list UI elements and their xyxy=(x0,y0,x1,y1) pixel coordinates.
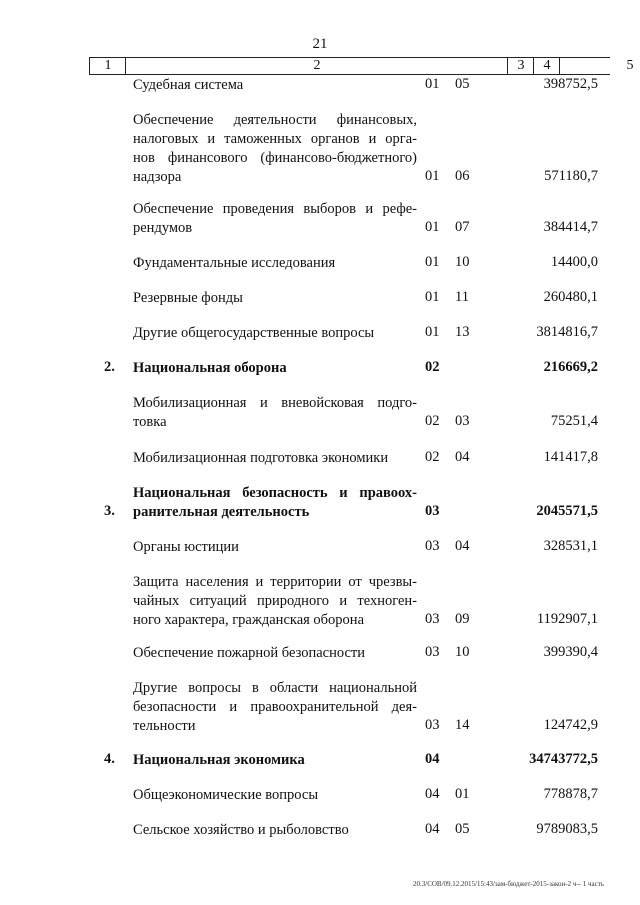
section-code: 04 xyxy=(425,751,440,767)
subsection-code: 04 xyxy=(455,538,470,554)
amount-value: 75251,4 xyxy=(550,413,598,429)
row-name xyxy=(133,573,417,630)
row-name-line: Сельское хозяйство и рыболовство xyxy=(133,822,349,838)
section-code: 01 xyxy=(425,289,440,305)
row-name-line: Фундаментальные исследования xyxy=(133,255,336,271)
row-name-line: Обеспечение деятельности финансовых, xyxy=(133,112,417,128)
row-name-line: Мобилизационная и вневойсковая подго- xyxy=(133,395,417,411)
row-name-line: рендумов xyxy=(133,220,193,236)
subsection-code: 03 xyxy=(455,413,470,429)
amount-value: 384414,7 xyxy=(543,219,598,235)
row-name xyxy=(133,679,417,736)
row-name xyxy=(133,751,417,770)
amount-value: 328531,1 xyxy=(543,538,598,554)
amount-value: 216669,2 xyxy=(543,359,598,375)
row-name-line: Национальная безопасность и правоох- xyxy=(133,485,417,501)
header-col-1: 1 xyxy=(89,58,126,74)
subsection-code: 10 xyxy=(455,254,470,270)
section-number: 2. xyxy=(104,359,115,375)
row-name-line: безопасности и правоохранительной дея- xyxy=(133,699,417,715)
amount-value: 778878,7 xyxy=(543,786,598,802)
subsection-code: 14 xyxy=(455,717,470,733)
row-name-line: налоговых и таможенных органов и орга- xyxy=(133,131,417,147)
row-name-line: Другие общегосударственные вопросы xyxy=(133,325,375,341)
row-name-line: Резервные фонды xyxy=(133,290,243,306)
amount-value: 14400,0 xyxy=(550,254,598,270)
section-number: 3. xyxy=(104,503,115,519)
section-code: 03 xyxy=(425,538,440,554)
page-number: 21 xyxy=(312,36,328,52)
section-code: 03 xyxy=(425,503,440,519)
row-name xyxy=(133,289,417,308)
section-code: 03 xyxy=(425,717,440,733)
section-code: 01 xyxy=(425,219,440,235)
row-name-line: чайных ситуаций природного и техноген- xyxy=(133,593,417,609)
amount-value: 9789083,5 xyxy=(536,821,598,837)
row-name-line: Национальная оборона xyxy=(133,360,287,376)
amount-value: 124742,9 xyxy=(543,717,598,733)
subsection-code: 04 xyxy=(455,449,470,465)
section-code: 02 xyxy=(425,449,440,465)
row-name-line: товка xyxy=(133,414,167,430)
amount-value: 2045571,5 xyxy=(536,503,598,519)
section-code: 01 xyxy=(425,324,440,340)
row-name xyxy=(133,449,417,468)
row-name-line: Другие вопросы в области национальной xyxy=(133,680,417,696)
row-name-line: Национальная экономика xyxy=(133,752,305,768)
section-code: 03 xyxy=(425,611,440,627)
row-name xyxy=(133,254,417,273)
table-header xyxy=(89,57,634,75)
section-code: 01 xyxy=(425,168,440,184)
row-name xyxy=(133,538,417,557)
subsection-code: 09 xyxy=(455,611,470,627)
row-name-line: Защита населения и территории от чрезвы- xyxy=(133,574,417,590)
row-name-line: Обеспечение пожарной безопасности xyxy=(133,645,366,661)
row-name-line: нов финансового (финансово-бюджетного) xyxy=(133,150,417,166)
subsection-code: 13 xyxy=(455,324,470,340)
amount-value: 34743772,5 xyxy=(529,751,598,767)
section-code: 01 xyxy=(425,76,440,92)
row-name-line: ранительная деятельность xyxy=(133,504,310,520)
subsection-code: 07 xyxy=(455,219,470,235)
amount-value: 571180,7 xyxy=(544,168,598,184)
row-name xyxy=(133,644,417,663)
row-name xyxy=(133,76,417,95)
amount-value: 141417,8 xyxy=(543,449,598,465)
amount-value: 398752,5 xyxy=(543,76,598,92)
amount-value: 399390,4 xyxy=(543,644,598,660)
row-name xyxy=(133,394,417,432)
row-name-line: Мобилизационная подготовка экономики xyxy=(133,450,389,466)
amount-value: 3814816,7 xyxy=(536,324,598,340)
row-name xyxy=(133,111,417,187)
subsection-code: 11 xyxy=(455,289,469,305)
header-col-5: 5 xyxy=(559,58,640,74)
row-name xyxy=(133,484,417,522)
footer-note: 20.3/СОВ/09.12.2015/15:43/зам-бюджет-2015-закон-2 ч-- 1 часть xyxy=(413,880,604,888)
row-name xyxy=(133,359,417,378)
row-name-line: ного характера, гражданская оборона xyxy=(133,612,365,628)
row-name-line: тельности xyxy=(133,718,196,734)
section-code: 02 xyxy=(425,413,440,429)
header-col-2: 2 xyxy=(125,58,508,74)
section-code: 01 xyxy=(425,254,440,270)
section-code: 04 xyxy=(425,821,440,837)
amount-value: 1192907,1 xyxy=(536,611,598,627)
header-col-4: 4 xyxy=(533,58,560,74)
subsection-code: 06 xyxy=(455,168,470,184)
row-name-line: надзора xyxy=(133,169,182,185)
subsection-code: 01 xyxy=(455,786,470,802)
row-name xyxy=(133,821,417,840)
row-name-line: Судебная система xyxy=(133,77,244,93)
subsection-code: 05 xyxy=(455,76,470,92)
section-number: 4. xyxy=(104,751,115,767)
row-name xyxy=(133,786,417,805)
section-code: 04 xyxy=(425,786,440,802)
row-name xyxy=(133,324,417,343)
row-name-line: Обеспечение проведения выборов и рефе- xyxy=(133,201,417,217)
header-col-3: 3 xyxy=(507,58,534,74)
amount-value: 260480,1 xyxy=(543,289,598,305)
row-name-line: Общеэкономические вопросы xyxy=(133,787,319,803)
row-name xyxy=(133,200,417,238)
section-code: 02 xyxy=(425,359,440,375)
row-name-line: Органы юстиции xyxy=(133,539,239,555)
section-code: 03 xyxy=(425,644,440,660)
subsection-code: 05 xyxy=(455,821,470,837)
subsection-code: 10 xyxy=(455,644,470,660)
